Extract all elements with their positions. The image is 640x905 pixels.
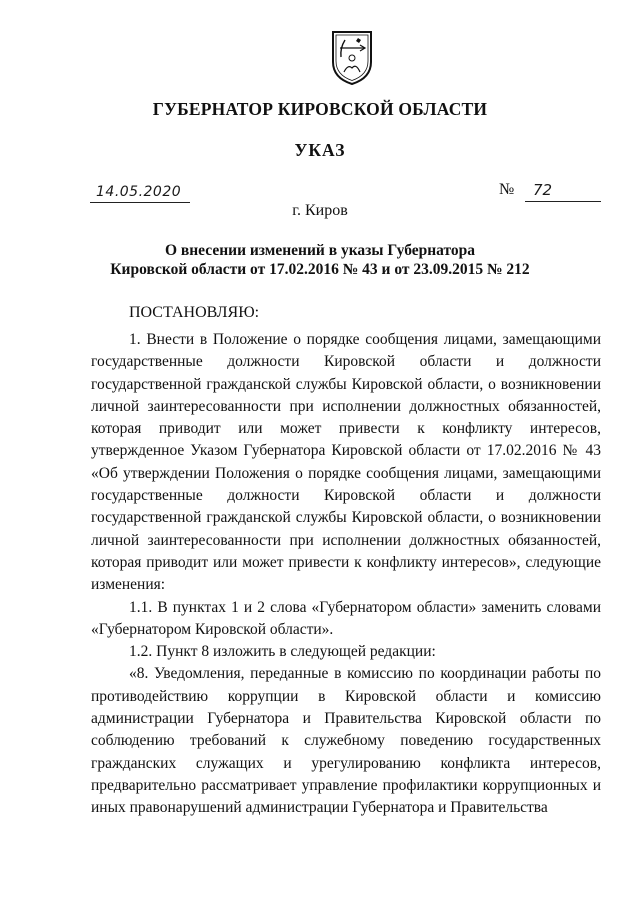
body-text (91, 329, 601, 820)
document-type: УКАЗ (294, 140, 346, 160)
number-label: № (499, 181, 515, 198)
issuing-authority: ГУБЕРНАТОР КИРОВСКОЙ ОБЛАСТИ (152, 99, 488, 119)
paragraph: 1.2. Пункт 8 изложить в следующей редакции: (129, 643, 436, 661)
handwritten-date: 14.05.2020 (96, 184, 182, 200)
handwritten-number: 72 (533, 181, 553, 199)
city: г. Киров (292, 202, 348, 219)
paragraph: 1.1. В пунктах 1 и 2 слова «Губернатором области» заменить словами «Губернатором Кировской области». (91, 598, 601, 638)
decree-word: ПОСТАНОВЛЯЮ: (129, 304, 260, 321)
number-field (499, 180, 601, 202)
document-subject (0, 241, 640, 279)
date-field (90, 184, 190, 203)
paragraph: 1. Внести в Положение о порядке сообщения лицами, замещающими государственные должности Кировской области и должности государственной гражданской службы Кировской области, о возникновении личной заинтересованности при исполнении должностных обязанностей, которая приводит или может привести к конфликту интересов, утвержденное Указом Губернатора Кировской области от 17.02.2016 № 43 «Об утверждении Положения о порядке сообщения лицами, замещающими государственные должности Кировской области и должности государственной гражданской службы Кировской области, о возникновении личной заинтересованности при исполнении должностных обязанностей, которая приводит или может привести к конфликту интересов», следующие изменения: (91, 331, 601, 594)
paragraph: «8. Уведомления, переданные в комиссию по координации работы по противодействию коррупции в Кировской области и комиссию администрации Губернатора и Правительства Кировской области по соблюдению требований к служебному поведению государственных гражданских служащих и урегулированию конфликта интересов, предварительно рассматривает управление профилактики коррупционных и иных правонарушений администрации Губернатора и Правительства (91, 665, 601, 817)
subject-line: О внесении изменений в указы Губернатора (164, 242, 476, 259)
kirov-oblast-coat-of-arms-icon (328, 28, 376, 86)
subject-line: Кировской области от 17.02.2016 № 43 и от 23.09.2015 № 212 (110, 261, 530, 278)
